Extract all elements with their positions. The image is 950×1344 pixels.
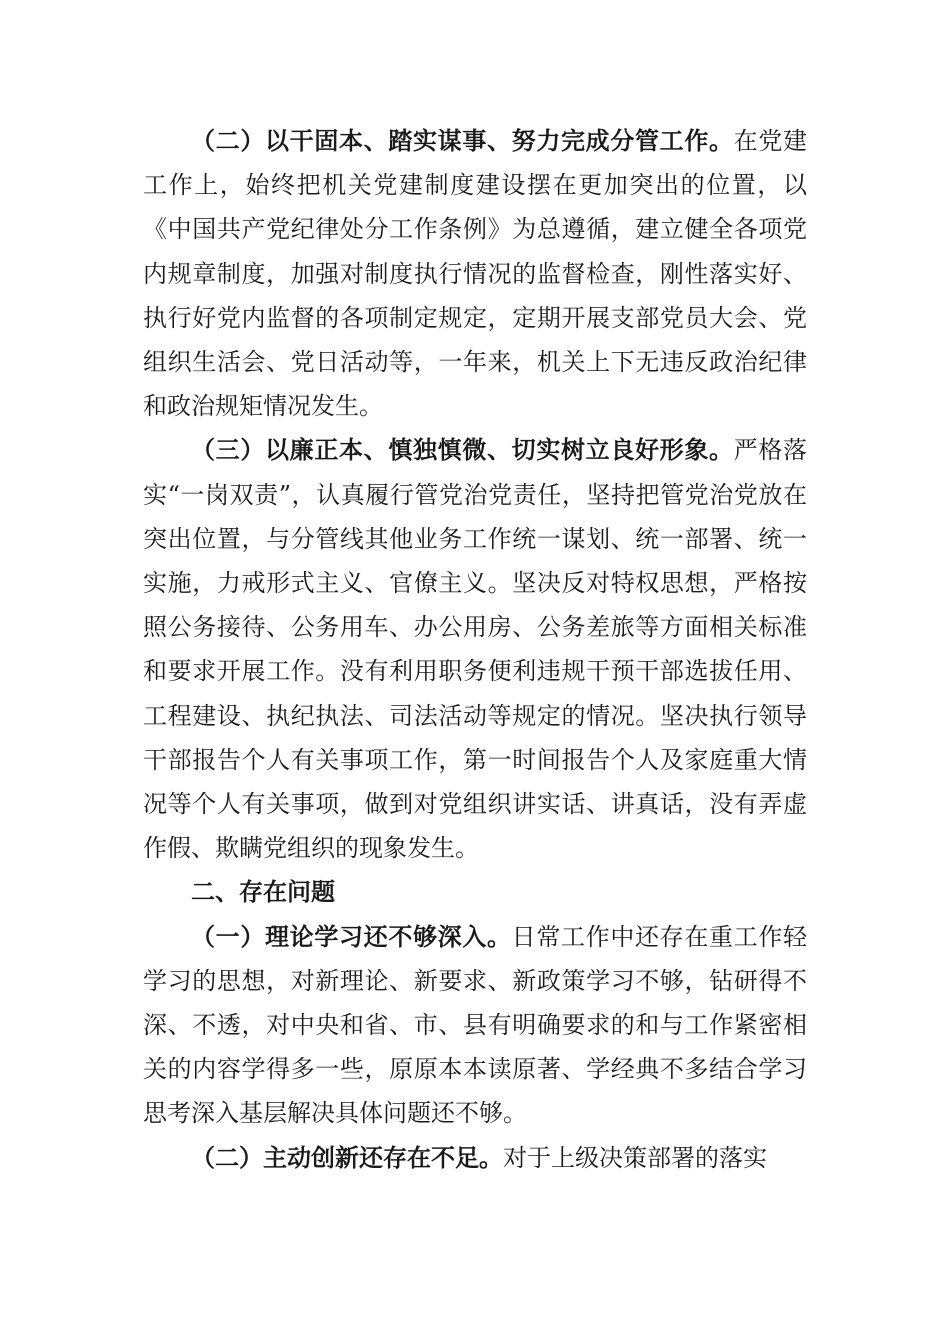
document-body xyxy=(143,119,807,1180)
paragraph-body: 在党建工作上，始终把机关党建制度建设摆在更加突出的位置，以《中国共产党纪律处分工作条例》为总遵循，建立健全各项党内规章制度，加强对制度执行情况的监督检查，刚性落实好、执行好党内监督的各项制定规定，定期开展支部党员大会、党组织生活会、党日活动等，一年来，机关上下无违反政治纪律和政治规矩情况发生。 xyxy=(143,127,808,421)
paragraph-body: 严格落实“一岗双责”，认真履行管党治党责任，坚持把管党治党放在突出位置，与分管线其他业务工作统一谋划、统一部署、统一实施，力戒形式主义、官僚主义。坚决反对特权思想，严格按照公务接待、公务用车、办公用房、公务差旅等方面相关标准和要求开展工作。没有利用职务便利违规干预干部选拔任用、工程建设、执纪执法、司法活动等规定的情况。坚决执行领导干部报告个人有关事项工作，第一时间报告个人及家庭重大情况等个人有关事项，做到对党组织讲实话、讲真话，没有弄虚作假、欺瞒党组织的现象发生。 xyxy=(143,436,808,863)
paragraph-theory-study xyxy=(143,915,807,1136)
paragraph-lead: （二）主动创新还存在不足。 xyxy=(191,1142,503,1172)
paragraph-body: 日常工作中还存在重工作轻学习的思想，对新理论、新要求、新政策学习不够，钻研得不深、不透，对中央和省、市、县有明确要求的和与工作紧密相关的内容学得多一些，原原本本读原著、学经典不多结合学习思考深入基层解决具体问题还不够。 xyxy=(143,922,808,1128)
paragraph-integrity xyxy=(143,428,807,870)
paragraph-lead: （三）以廉正本、慎独慎微、切实树立良好形象。 xyxy=(191,435,734,465)
paragraph-lead: （二）以干固本、踏实谋事、努力完成分管工作。 xyxy=(191,126,734,155)
paragraph-body: 对于上级决策部署的落实 xyxy=(503,1143,767,1172)
section-heading-existing-problems: 二、存在问题 xyxy=(191,877,335,907)
paragraph-innovation xyxy=(143,1136,807,1180)
paragraph-party-building-work xyxy=(143,119,807,428)
paragraph-lead: （一）理论学习还不够深入。 xyxy=(191,921,512,951)
